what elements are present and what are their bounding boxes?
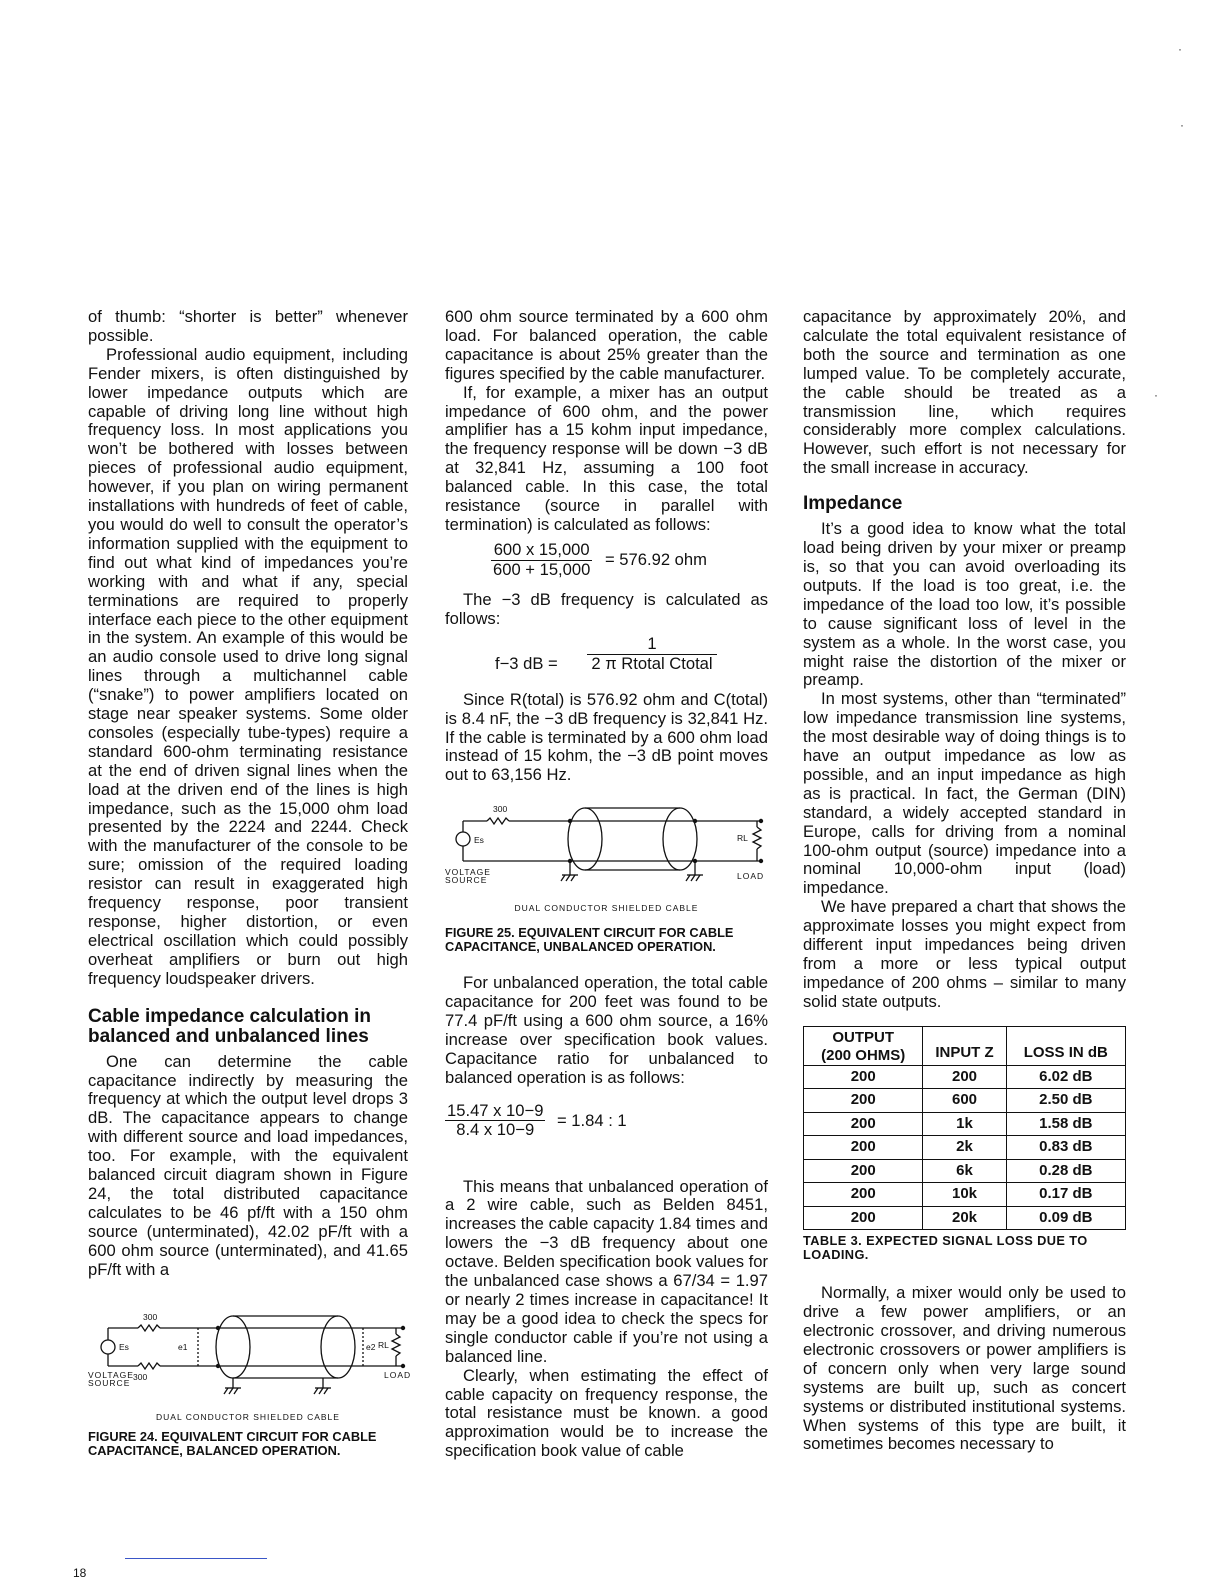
eq2-numerator: 1 (587, 635, 717, 655)
table-3-caption: TABLE 3. EXPECTED SIGNAL LOSS DUE TO LOADING. (803, 1233, 1088, 1263)
fig24-resistor-top-label: 300 (143, 1311, 158, 1322)
eq3-fraction (445, 1102, 545, 1141)
cell-output: 200 (804, 1159, 923, 1183)
figure-25-schematic (445, 799, 768, 895)
cell-input: 2k (923, 1136, 1006, 1160)
cell-loss: 0.09 dB (1006, 1206, 1125, 1230)
table-row (804, 1159, 1126, 1183)
fig24-source-word-label: SOURCE (88, 1377, 131, 1388)
paragraph: It’s a good idea to know what the total load being driven by your mixer or preamp is, so that you can avoid overloading its outputs. If the load is too great, i.e. the impedance of the load too low, it’s possible to cause significant loss of level in the system as a whole. In the worst case, you might raise the distortion of the mixer or preamp. (803, 519, 1126, 690)
figure-25-caption: FIGURE 25. EQUIVALENT CIRCUIT FOR CABLE CAPACITANCE, UNBALANCED OPERATION. (445, 925, 734, 955)
fig24-source-label: Es (119, 1341, 129, 1352)
paragraph: Clearly, when estimating the effect of cable capacity on frequency response, the total resistance must be known. a good approximation would be to increase the specification book value of cable (445, 1365, 768, 1461)
eq2-fraction (587, 635, 717, 674)
fig24-e2-label: e2 (366, 1341, 376, 1352)
scan-speck: · (1180, 118, 1184, 132)
header-output-line2: (200 OHMS) (821, 1046, 906, 1064)
page-number: 18 (73, 1566, 87, 1580)
fig24-load-label: LOAD (384, 1369, 412, 1380)
column-1 (88, 307, 412, 1459)
cell-input: 200 (923, 1065, 1006, 1089)
cell-input: 10k (923, 1183, 1006, 1207)
equation-total-resistance (445, 539, 768, 585)
eq1-denominator: 600 + 15,000 (493, 559, 591, 579)
cell-output: 200 (804, 1183, 923, 1207)
eq1-numerator: 600 x 15,000 (491, 541, 592, 561)
fig25-load-label: LOAD (737, 871, 765, 882)
paragraph: Professional audio equipment, including Fender mixers, is often distinguished by lower impedance outputs which are capable of driving long line without high frequency loss. In most applications you won’t be bothered with losses between pieces of professional audio equipment, however, if you plan on wiring permanent installations with hundreds of feet of cable, you would do well to consult the operator’s information supplied with the equipment to find out what kind of impedances you’re working with and what if any, special terminations are required to properly interface each piece to the other equipment in the system. An example of this would be an audio console used to drive long signal lines through a multichannel cable (“snake”) to power amplifiers located on stage near speaker systems. Some older consoles (especially tube-types) require a standard 600-ohm terminating resistance at the end of driven signal lines when the load at the driven end of the lines is high impedance, such as the 15,000 ohm load presented by the 2224 and 2244. Check with the manufacturer of the console to be sure; omission of the required loading resistor can result in exaggerated high frequency response, poor transient response, higher distortion, or even electrical oscillation which could possibly overheat amplifiers or burn out high frequency loudspeaker drivers. (88, 344, 408, 988)
cell-output: 200 (804, 1206, 923, 1230)
equation-frequency (445, 631, 768, 683)
eq2-lhs: f−3 dB = (495, 653, 558, 673)
header-output-line1: OUTPUT (832, 1028, 895, 1046)
scan-speck: · (1154, 388, 1158, 402)
table-row (804, 1183, 1126, 1207)
cell-loss: 2.50 dB (1006, 1089, 1125, 1113)
cell-input: 1k (923, 1112, 1006, 1136)
cell-input: 6k (923, 1159, 1006, 1183)
table-row (804, 1065, 1126, 1089)
fig25-source-label: Es (474, 835, 484, 846)
equation-capacitance-ratio (445, 1100, 768, 1152)
scan-speck: · (1178, 42, 1182, 56)
figure-24-schematic (88, 1306, 412, 1406)
paragraph: One can determine the cable capacitance indirectly by measuring the frequency at which the output level drops 3 dB. The capacitance appears to change with different source and load impedances, too. For example, with the equivalent balanced circuit diagram shown in Figure 24, the total distributed capacitance calculates to be 46 pf/ft with a 150 ohm source (unterminated), 42.02 pF/ft with a 600 ohm source (unterminated), and 41.65 pF/ft with a (88, 1051, 408, 1279)
paragraph: In most systems, other than “terminated” low impedance transmission line systems, the most desirable way of doing things is to have an output impedance as low as possible, and an input impedance as high as is practical. In fact, the German (DIN) standard, a widely accepted standard in Europe, calls for driving from a nominal 100-ohm output (source) impedance into a nominal 10,000-ohm input (load) impedance. (803, 689, 1126, 898)
cell-loss: 0.17 dB (1006, 1183, 1125, 1207)
signal-loss-table (803, 1026, 1126, 1231)
table-row (804, 1089, 1126, 1113)
eq3-denominator: 8.4 x 10−9 (456, 1120, 535, 1140)
cell-loss: 6.02 dB (1006, 1065, 1125, 1089)
fig24-resistor-bottom-label: 300 (133, 1371, 148, 1382)
cell-output: 200 (804, 1089, 923, 1113)
cell-output: 200 (804, 1112, 923, 1136)
table-row (804, 1136, 1126, 1160)
cell-output: 200 (804, 1065, 923, 1089)
paragraph: The −3 dB frequency is calculated as follows: (445, 589, 768, 628)
table-header-row (804, 1026, 1126, 1065)
figure-25 (445, 799, 768, 918)
eq3-result: = 1.84 : 1 (557, 1110, 627, 1130)
eq3-numerator: 15.47 x 10−9 (447, 1100, 544, 1120)
paragraph: of thumb: “shorter is better” whenever possible. (88, 307, 408, 345)
section-heading-cable-impedance: Cable impedance calculation in balanced and unbalanced lines (88, 1005, 371, 1047)
footer-rule (125, 1558, 267, 1559)
column-header-input-z: INPUT Z (923, 1026, 1006, 1065)
fig25-source-word-label: SOURCE (445, 875, 488, 886)
paragraph: Normally, a mixer would only be used to drive a few power amplifiers, or an electronic crossover, and driving numerous electronic crossovers or power amplifiers is of concern only when very large sound systems are built up, such as concert systems or distributed institutional systems. When systems of this type are built, it sometimes becomes necessary to (803, 1283, 1126, 1454)
fig25-voltage-label: VOLTAGE (445, 867, 491, 878)
column-header-output (804, 1026, 923, 1065)
eq1-fraction (491, 541, 592, 580)
section-heading-impedance: Impedance (803, 493, 903, 515)
fig24-rl-label: RL (378, 1339, 389, 1350)
paragraph: We have prepared a chart that shows the approximate losses you might expect from different input impedances being driven from a more or less typical output impedance of 200 ohms – similar to many solid state outputs. (803, 897, 1126, 1011)
figure-24 (88, 1306, 412, 1427)
column-2 (445, 308, 768, 1461)
paragraph: Since R(total) is 576.92 ohm and C(total) is 8.4 nF, the −3 dB frequency is 32,841 Hz. If the cable is terminated by a 600 ohm load instead of 15 kohm, the −3 dB point moves out to 63,156 Hz. (445, 689, 768, 785)
fig24-voltage-label: VOLTAGE (88, 1369, 134, 1380)
paragraph: This means that unbalanced operation of a 2 wire cable, such as Belden 8451, increases the cable capacity 1.84 times and lowers the −3 dB frequency about one octave. Belden specification book values for the unbalanced case shows a 67/34 = 1.97 or nearly 2 times increase in capacitance! It may be a good idea to check the specs for single conductor cable if you’re not using a balanced line. (445, 1176, 768, 1366)
column-3 (803, 308, 1126, 1454)
cell-input: 20k (923, 1206, 1006, 1230)
paragraph: 600 ohm source terminated by a 600 ohm load. For balanced operation, the cable capacitance is about 25% greater than the figures specified by the cable manufacturer. (445, 307, 768, 383)
paragraph: For unbalanced operation, the total cable capacitance for 200 feet was found to be 77.4 pF/ft using a 600 ohm source, a 16% increase over specification book values. Capacitance ratio for unbalanced to balanced operation is as follows: (445, 973, 768, 1087)
fig25-rl-label: RL (737, 833, 748, 844)
cell-loss: 0.83 dB (1006, 1136, 1125, 1160)
fig24-cable-label: DUAL CONDUCTOR SHIELDED CABLE (156, 1411, 340, 1422)
column-header-loss: LOSS IN dB (1006, 1026, 1125, 1065)
cell-input: 600 (923, 1089, 1006, 1113)
eq2-denominator: 2 π Rtotal Ctotal (591, 653, 713, 673)
cell-output: 200 (804, 1136, 923, 1160)
paragraph: If, for example, a mixer has an output impedance of 600 ohm, and the power amplifier has a 15 kohm input impedance, the frequency response will be down −3 dB at 32,841 Hz, assuming a 100 foot balanced cable. In this case, the total resistance (source in parallel with termination) is calculated as follows: (445, 382, 768, 534)
figure-24-caption: FIGURE 24. EQUIVALENT CIRCUIT FOR CABLE CAPACITANCE, BALANCED OPERATION. (88, 1429, 377, 1459)
fig25-resistor-label: 300 (493, 804, 508, 815)
table-row (804, 1112, 1126, 1136)
fig24-e1-label: e1 (178, 1341, 188, 1352)
table-row (804, 1206, 1126, 1230)
eq1-result: = 576.92 ohm (605, 549, 707, 569)
fig25-cable-label: DUAL CONDUCTOR SHIELDED CABLE (514, 903, 699, 914)
cell-loss: 0.28 dB (1006, 1159, 1125, 1183)
paragraph: capacitance by approximately 20%, and calculate the total equivalent resistance of both the source and termination as one lumped value. To be completely accurate, the cable should be treated as a transmission line, which requires considerably more complex calculations. However, such effort is not necessary for the small increase in accuracy. (803, 307, 1126, 478)
cell-loss: 1.58 dB (1006, 1112, 1125, 1136)
